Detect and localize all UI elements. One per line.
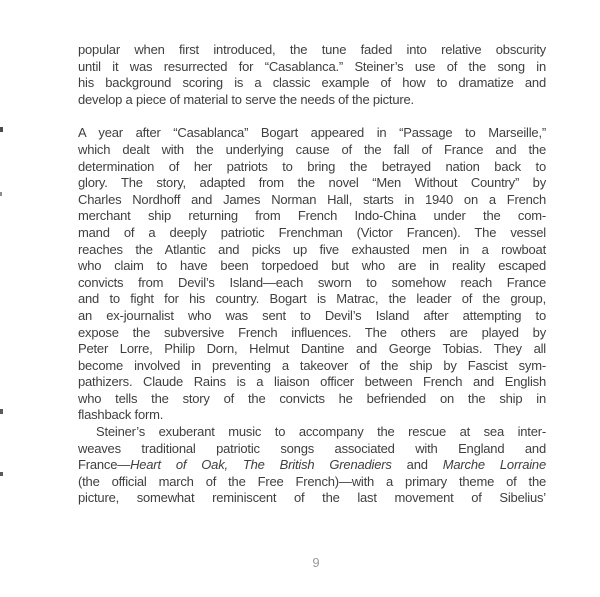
paragraph	[78, 125, 546, 424]
text-segment: become involved in preventing a takeover of the ship by Fascist sym-	[78, 357, 546, 373]
text-segment: pathizers. Claude Rains is a liaison officer between French and English	[78, 374, 546, 390]
text-segment: glory. The story, adapted from the novel “Men Without Country” by	[78, 175, 546, 191]
text-segment: (the official march of the Free French)—with a primary theme of the	[78, 473, 546, 489]
text-segment: Charles Nordhoff and James Norman Hall, starts in 1940 on a French	[78, 191, 546, 207]
text-segment: his background scoring is a classic example of how to dramatize and	[78, 75, 546, 91]
scan-bleed-mark	[0, 127, 3, 132]
paragraph	[78, 42, 546, 108]
text-segment: until it was resurrected for “Casablanca.” Steiner’s use of the song in	[78, 58, 546, 74]
text-segment: develop a piece of material to serve the needs of the picture.	[78, 91, 414, 107]
text-line	[78, 490, 546, 507]
text-line	[78, 175, 546, 192]
text-segment: France—	[78, 457, 131, 473]
text-line	[78, 225, 546, 242]
text-line	[78, 192, 546, 209]
scan-bleed-mark	[0, 472, 3, 476]
text-segment: an ex-journalist who was sent to Devil’s Island after attempting to	[78, 307, 546, 323]
text-segment: merchant ship returning from French Indo-China under the com-	[78, 208, 546, 224]
text-segment: flashback form.	[78, 407, 164, 423]
text-segment: weaves traditional patriotic songs associated with England and	[78, 440, 546, 456]
paragraph	[78, 424, 546, 507]
text-line	[78, 424, 546, 441]
text-line	[78, 258, 546, 275]
text-segment: picture, somewhat reminiscent of the last movement of Sibelius’	[78, 490, 546, 506]
text-segment: and to fight for his country. Bogart is Matrac, the leader of the group,	[78, 291, 546, 307]
text-segment: mand of a deeply patriotic Frenchman (Victor Francen). The vessel	[78, 224, 546, 240]
text-line	[78, 42, 546, 59]
scan-bleed-mark	[0, 409, 3, 414]
text-line	[78, 59, 546, 76]
text-block	[78, 42, 546, 507]
text-segment: which dealt with the underlying cause of the fall of France and the	[78, 141, 546, 157]
text-line	[78, 125, 546, 142]
text-segment: who tells the story of the convicts he befriended on the ship in	[78, 390, 546, 406]
text-segment: Peter Lorre, Philip Dorn, Helmut Dantine and George Tobias. They all	[78, 341, 546, 357]
text-segment: and	[391, 457, 443, 473]
text-line	[78, 358, 546, 375]
song-title-italic: Heart of Oak, The British Grenadiers	[130, 457, 392, 473]
text-line	[78, 291, 546, 308]
text-line	[78, 341, 546, 358]
text-line	[78, 391, 546, 408]
text-line	[78, 275, 546, 292]
text-line	[78, 142, 546, 159]
text-segment: popular when first introduced, the tune faded into relative obscurity	[78, 42, 546, 57]
text-line	[78, 308, 546, 325]
text-segment: Steiner’s exuberant music to accompany the rescue at sea inter-	[96, 424, 546, 440]
text-line	[78, 407, 546, 424]
text-segment: who claim to have been torpedoed but who are in reality escaped	[78, 258, 546, 274]
text-line	[78, 457, 546, 474]
text-line	[78, 474, 546, 491]
scan-bleed-mark	[0, 192, 2, 196]
song-title-italic: Marche Lorraine	[442, 457, 546, 473]
text-line	[78, 374, 546, 391]
text-line	[78, 441, 546, 458]
text-line	[78, 242, 546, 259]
page-number: 9	[312, 555, 320, 570]
text-line	[78, 325, 546, 342]
text-line	[78, 75, 546, 92]
text-segment: convicts from Devil’s Island—each sworn to somehow reach France	[78, 274, 546, 290]
text-segment: reaches the Atlantic and picks up five exhausted men in a rowboat	[78, 241, 546, 257]
text-line	[78, 159, 546, 176]
text-segment: determination of her patriots to bring the betrayed nation back to	[78, 158, 546, 174]
text-segment: expose the subversive French influences. The others are played by	[78, 324, 546, 340]
text-line	[78, 208, 546, 225]
text-segment: A year after “Casablanca” Bogart appeared in “Passage to Marseille,”	[78, 125, 546, 141]
text-line	[78, 92, 546, 109]
